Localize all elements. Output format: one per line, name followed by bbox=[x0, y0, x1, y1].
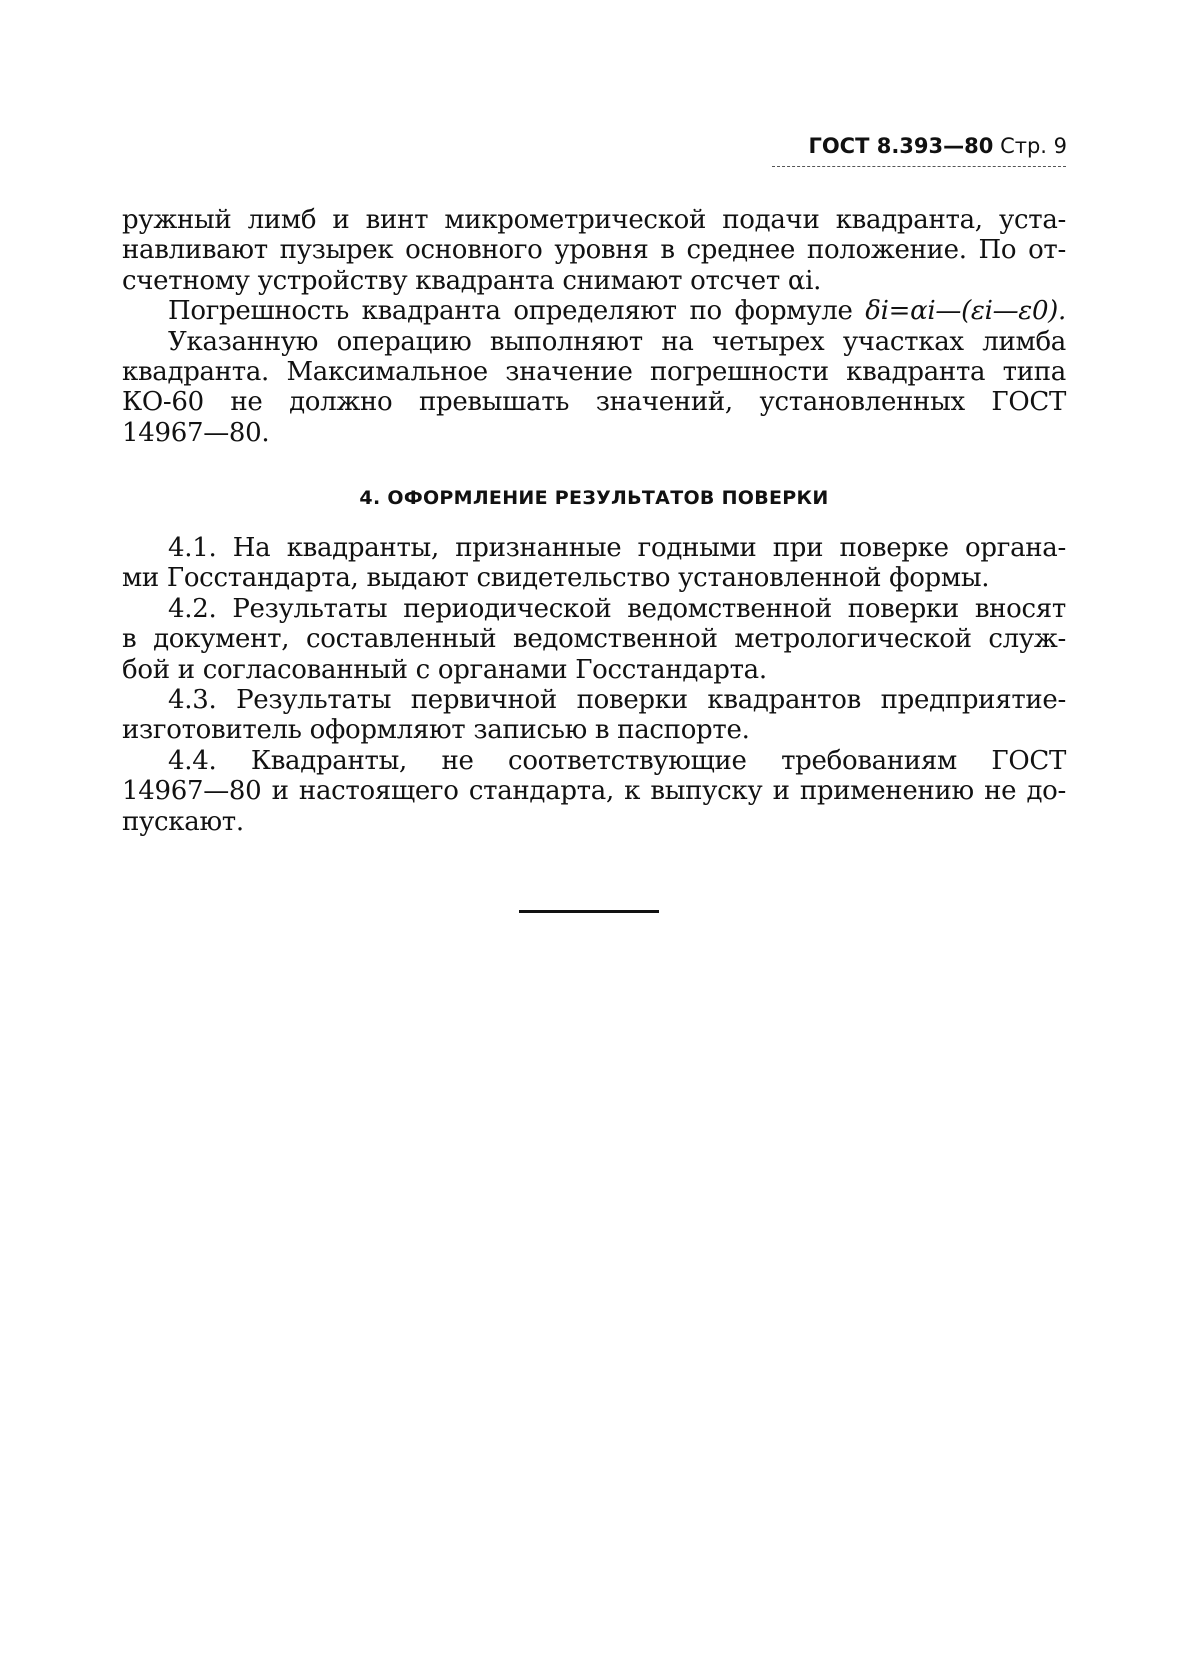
paragraph-line: квадранта. Максимальное значение погрешности квадранта типа bbox=[122, 356, 1066, 387]
standard-number: ГОСТ 8.393—80 bbox=[808, 134, 994, 158]
paragraph-line: счетному устройству квадранта снимают отсчет αi. bbox=[122, 265, 822, 296]
clause-4-1-line: ми Госстандарта, выдают свидетельство установленной формы. bbox=[122, 563, 990, 594]
paragraph-line: Указанную операцию выполняют на четырех участках лимба bbox=[168, 326, 1066, 357]
continued-paragraph-block bbox=[122, 205, 1066, 448]
paragraph-line: КО-60 не должно превышать значений, установленных ГОСТ bbox=[122, 387, 1066, 418]
clause-4-2-line: бой и согласованный с органами Госстандарта. bbox=[122, 654, 767, 685]
clause-4-3-line: 4.3. Результаты первичной поверки квадрантов предприятие- bbox=[168, 684, 1066, 715]
clause-4-1-line: 4.1. На квадранты, признанные годными при поверке органа- bbox=[168, 533, 1066, 563]
clause-4-4-line: 14967—80 и настоящего стандарта, к выпуску и применению не до- bbox=[122, 776, 1066, 807]
clause-4-4-line: 4.4. Квадранты, не соответствующие требованиям ГОСТ bbox=[168, 745, 1066, 776]
error-formula: δi=αi—(εi—ε0). bbox=[865, 296, 1066, 327]
page-header bbox=[808, 134, 1067, 158]
formula-lead-text: Погрешность квадранта определяют по формуле bbox=[168, 296, 853, 327]
header-underline bbox=[772, 166, 1066, 167]
clause-4-4-line: пускают. bbox=[122, 806, 244, 837]
error-formula-line bbox=[122, 296, 1066, 326]
paragraph-line: ружный лимб и винт микрометрической подачи квадранта, уста- bbox=[122, 205, 1066, 235]
clause-4-3-line: изготовитель оформляют записью в паспорте. bbox=[122, 715, 750, 746]
paragraph-line: 14967—80. bbox=[122, 417, 270, 448]
end-of-text-rule bbox=[519, 910, 659, 913]
section-4-body bbox=[122, 533, 1066, 837]
paragraph-line: навливают пузырек основного уровня в среднее положение. По от- bbox=[122, 235, 1066, 266]
page-number: Стр. 9 bbox=[1000, 134, 1067, 158]
clause-4-2-line: 4.2. Результаты периодической ведомственной поверки вносят bbox=[168, 593, 1066, 624]
clause-4-2-line: в документ, составленный ведомственной метрологической служ- bbox=[122, 624, 1066, 655]
section-heading: 4. ОФОРМЛЕНИЕ РЕЗУЛЬТАТОВ ПОВЕРКИ bbox=[359, 487, 829, 509]
